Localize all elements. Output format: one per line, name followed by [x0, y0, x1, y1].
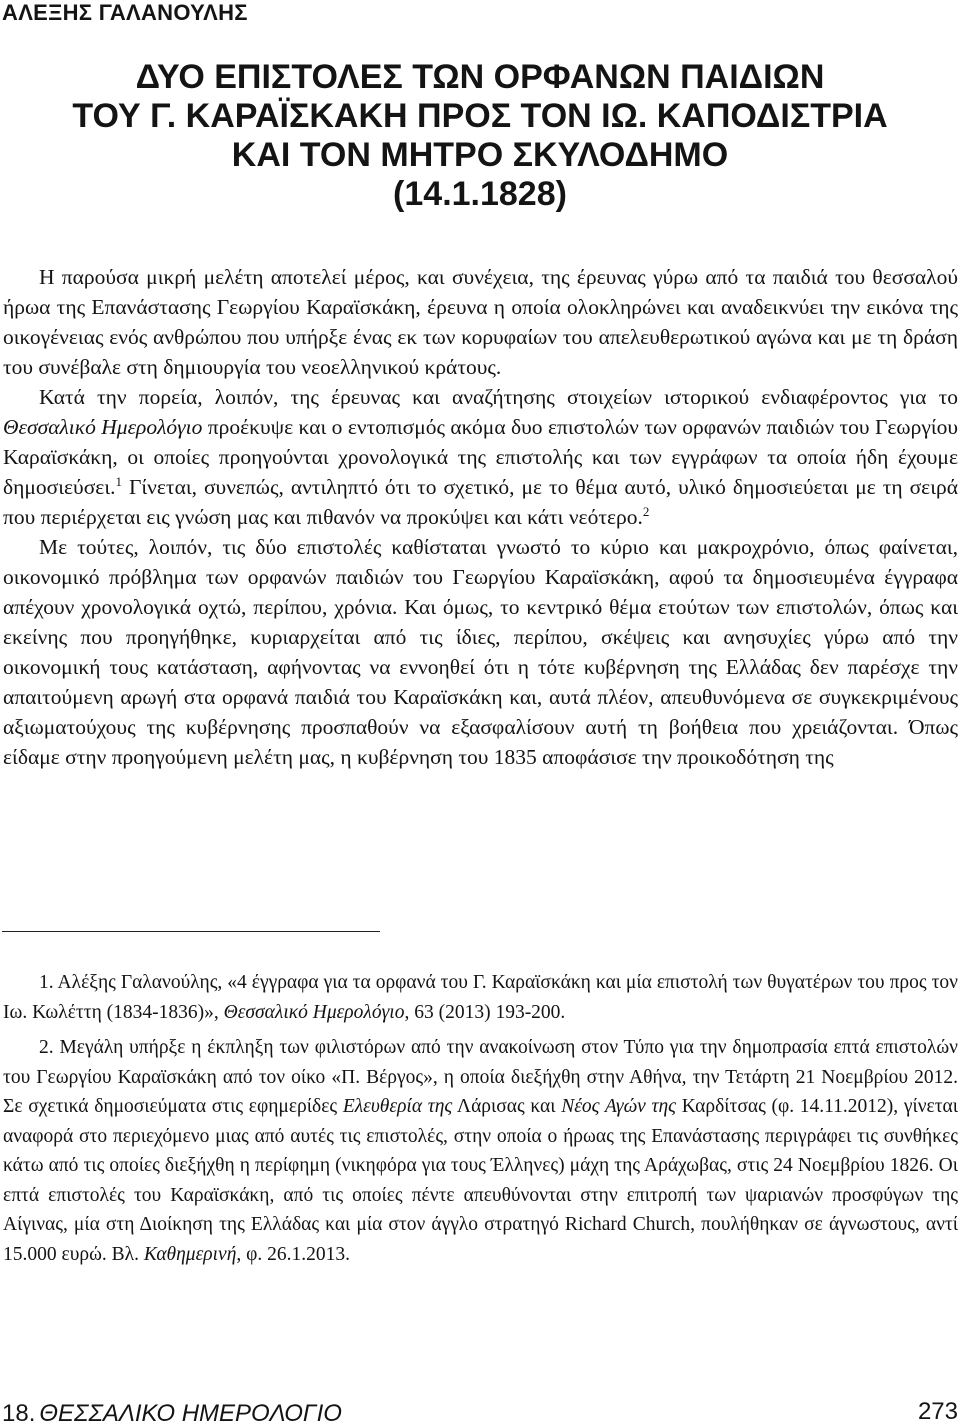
- footnote-2-text-d: , φ. 26.1.2013.: [236, 1243, 351, 1265]
- footnote-1-italic: Θεσσαλικό Ημερολόγιο: [223, 1001, 405, 1023]
- title-line-2: ΤΟΥ Γ. ΚΑΡΑΪΣΚΑΚΗ ΠΡΟΣ ΤΟΝ ΙΩ. ΚΑΠΟΔΙΣΤΡΙΑ: [72, 97, 888, 135]
- paragraph-1: Η παρούσα μικρή μελέτη αποτελεί μέρος, και συνέχεια, της έρευνας γύρω από τα παιδιά του θεσσαλού ήρωα της Επανάστασης Γεωργίου Καραϊσκάκη, έρευνα η οποία ολοκληρώνει και αναδεικνύει την εικόνα της οικογένειας ενός ανθρώπου που υπήρξε ένας εκ των κορυφαίων του απελευθερωτικού αγώνα και με τη δράση του συνέβαλε στη δημιουργία του νεοελληνικού κράτους.: [3, 265, 958, 379]
- title-line-3: ΚΑΙ ΤΟΝ ΜΗΤΡΟ ΣΚΥΛΟΔΗΜΟ: [231, 136, 729, 174]
- paragraph-2-text-c: Γίνεται, συνεπώς, αντιληπτό ότι το σχετικό, με το θέμα αυτό, υλικό δημοσιεύεται με τη σειρά που περιέρχεται εις γνώση μας και πιθανόν να προκύψει και κάτι νεότερο.: [3, 475, 958, 529]
- footnote-divider: [2, 931, 380, 932]
- footnote-2-italic-3: Καθημερινή: [143, 1243, 237, 1265]
- paragraph-2: [3, 382, 958, 532]
- page-footer-left: [2, 1400, 342, 1428]
- footnotes: [3, 968, 958, 1269]
- footnote-2-text-c: Καρδίτσας (φ. 14.11.2012), γίνεται αναφορά στο περιεχόμενο μιας από αυτές τις επιστολές, στην οποία ο ήρωας της Επανάστασης περιγράφει τις συνθήκες κάτω από τις οποίες διεξήχθη η περίφημη (νικηφόρα για τους Έλληνες) μάχη της Αράχωβας, στις 24 Νοεμβρίου 1826. Οι επτά επιστολές του Καραϊσκάκη, από τις οποίες πέντε απευθύνονται στην επιτροπή των ψαριανών προσφύγων της Αίγινας, μία στη Διοίκηση της Ελλάδας και μία στον άγγλο στρατηγό Richard Church, πουλήθηκαν σε άγνωστους, αντί 15.000 ευρώ. Βλ.: [3, 1096, 959, 1265]
- article-body: [3, 262, 958, 772]
- author-name: ΑΛΕΞΗΣ ΓΑΛΑΝΟΥΛΗΣ: [2, 0, 248, 25]
- footnote-2: [3, 1033, 958, 1269]
- footnote-1-text-a: 1. Αλέξης Γαλανούλης, «4 έγγραφα για τα ορφανά του Γ. Καραϊσκάκη και μία επιστολή των θυγατέρων του προς τον Ιω. Κωλέττη (1834-1836)»,: [3, 972, 958, 1023]
- footnote-1: [3, 968, 958, 1027]
- footnote-2-italic-1: Ελευθερία της: [342, 1096, 453, 1117]
- issue-number: 18.: [2, 1400, 36, 1427]
- paragraph-3: Με τούτες, λοιπόν, τις δύο επιστολές καθίσταται γνωστό το κύριο και μακροχρόνιο, όπως φαίνεται, οικονομικό πρόβλημα των ορφανών παιδιών του Γεωργίου Καραϊσκάκη, αφού τα δημοσιευμένα έγγραφα απέχουν χρονολογικά οχτώ, περίπου, χρόνια. Και όμως, το κεντρικό θέμα ετούτων των επιστολών, όπως και εκείνης που προηγήθηκε, κυριαρχείται από τις ίδιες, περίπου, σκέψεις και ανησυχίες γύρω από την οικονομική τους κατάσταση, αφήνοντας να εννοηθεί ότι η τότε κυβέρνηση της Ελλάδας δεν παρέσχε την απαιτούμενη αρωγή στα ορφανά παιδιά του Καραϊσκάκη και, αυτά πλέον, απευθυνόμενα σε συγκεκριμένους αξιωματούχους της κυβέρνησης προσπαθούν να εξασφαλίσουν αυτή τη βοήθεια που χρειάζονται. Όπως είδαμε στην προηγούμενη μελέτη μας, η κυβέρνηση του 1835 αποφάσισε την προικοδότηση της: [3, 535, 958, 769]
- title-date: (14.1.1828): [393, 175, 567, 213]
- paragraph-2-text-a: Κατά την πορεία, λοιπόν, της έρευνας και αναζήτησης στοιχείων ιστορικού ενδιαφέροντος για το: [39, 385, 958, 409]
- footnote-2-italic-2: Νέος Αγών της: [561, 1096, 677, 1117]
- footnote-2-text-a: 2. Μεγάλη υπήρξε η έκπληξη των φιλιστόρων από την ανακοίνωση στον Τύπο για την δημοπρασία επτά επιστολών του Γεωργίου Καραϊσκάκη από τον οίκο «Π. Βέργος», η οποία διεξήχθη στην Αθήνα, την Τετάρτη 21 Νοεμβρίου 2012. Σε σχετικά δημοσιεύματα στις εφημερίδες: [3, 1037, 958, 1117]
- footnote-ref-2[interactable]: 2: [642, 503, 650, 519]
- title-line-1: ΔΥΟ ΕΠΙΣΤΟΛΕΣ ΤΩΝ ΟΡΦΑΝΩΝ ΠΑΙΔΙΩΝ: [135, 58, 825, 96]
- journal-name-italic: Θεσσαλικό Ημερολόγιο: [3, 415, 203, 439]
- footnote-2-text-b: Λάρισας και: [452, 1096, 562, 1117]
- page-number: 273: [917, 1398, 958, 1425]
- paragraph-2-text-b: προέκυψε και ο εντοπισμός ακόμα δυο επιστολών των ορφανών παιδιών του Γεωργίου Καραϊσκάκη, οι οποίες προηγούνται χρονολογικά της επιστολής και των εγγράφων τα οποία ήδη έχουμε δημοσιεύσει.: [3, 415, 958, 499]
- footnote-ref-1[interactable]: 1: [115, 473, 122, 489]
- journal-title: ΘΕΣΣΑΛΙΚΟ ΗΜΕΡΟΛΟΓΙΟ: [39, 1400, 342, 1427]
- article-title: [0, 58, 960, 214]
- footnote-1-text-b: , 63 (2013) 193-200.: [404, 1001, 566, 1023]
